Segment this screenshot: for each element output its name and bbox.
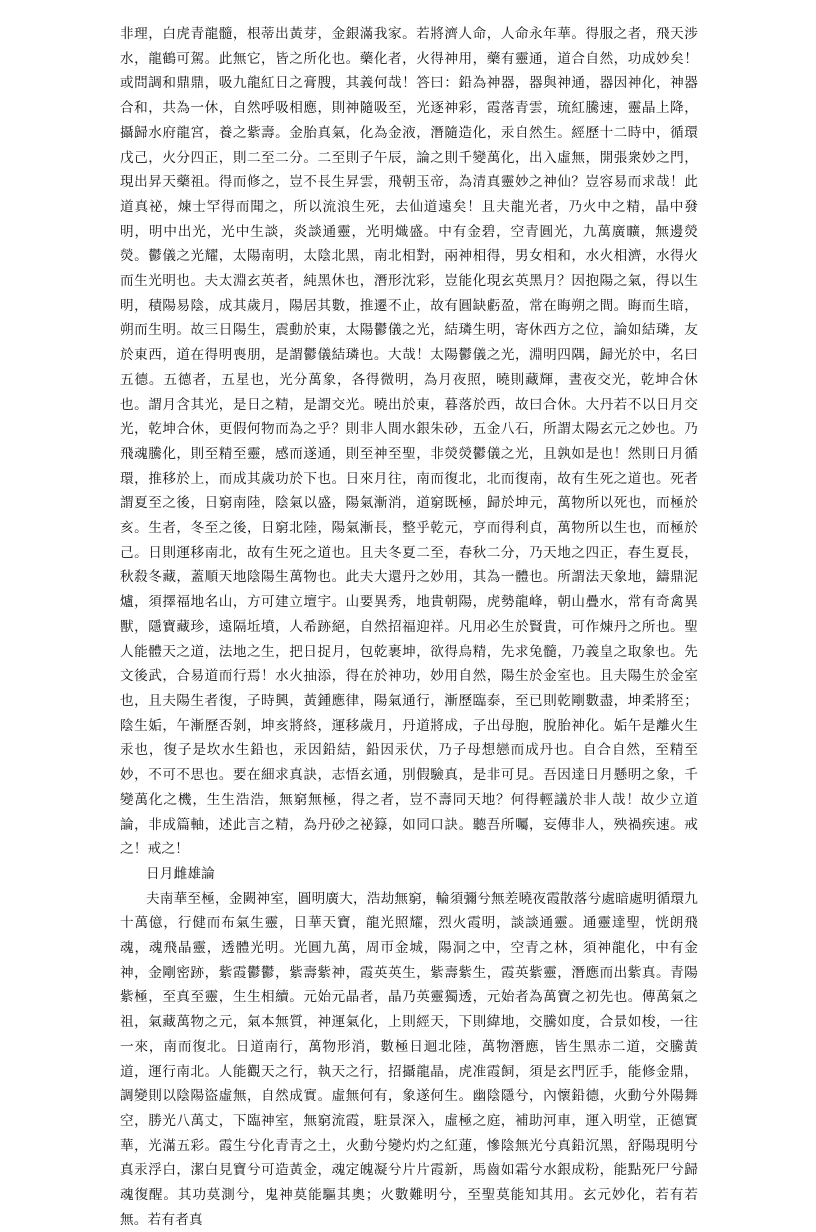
paragraph-body-1: 非理，白虎青龍髓，根蒂出黃芽，金銀滿我家。若將濟人命，人命永年華。得服之者，飛天涉水，龍鶴可駕。此無它，皆之所化也。藥化者，火得神用，藥有靈通，道合自然，功成妙矣！或問調和鼎鼎，吸九龍紅日之膏膄，其義何哉！答曰：鉛為神器，器與神通，器因神化，神器合和，共為一休，自然呼吸相應，則神隨吸至，光逐神彩，霞落青雲，琉紅騰速，靈晶上降，攝歸水府龍宮，養之紫壽。金胎真氣，化為金液，潛隨造化，汞自然生。經歷十二時中，循環戊己，火分四正，則二至二分。二至則子午辰，論之則千變萬化，出入虛無，開張衆妙之門，現出昇天藥祖。得而修之，豈不長生昇雲，飛朝玉帝，為清真靈妙之神仙？豈容易而求哉！此道真祕，煉士罕得而聞之，所以流浪生死，去仙道遠矣！且夫龍光者，乃火中之精，晶中發明，明中出光，光中生談，炎談通靈，光明熾盛。中有金碧，空青圓光，九萬廣曠，無邊熒熒。鬱儀之光耀，太陽南明，太陰北黑，南北相對，兩神相得，男女相和，水火相濟，水得火而生光明也。夫太淵玄英者，純黑休也，潛形沈彩，豈能化現玄英黑月？因抱陽之氣，得以生明，積陽易陰，成其歲月，陽居其數，推遷不止，故有圓缺虧盈，常在晦朔之間。晦而生暗，朔而生明。故三日陽生，震動於東，太陽鬱儀之光，結璘生明，寄休西方之位，論如結璘，友於東西，道在得明喪朋，是謂鬱儀結璘也。大哉！太陽鬱儀之光，淵明四隅，歸光於中，名曰五德。五德者，五星也，光分萬象，各得微明，為月夜照，曉則藏輝，晝夜交光，乾坤合休也。謂月含其光，是日之精，是謂交光。曉出於東，暮落於西，故曰合休。大丹若不以日月交光，乾坤合休，更假何物而為之乎？則非人間水銀朱砂，五金八石，所謂太陽玄元之妙也。乃飛魂騰化，則至精至靈，感而遂通，則至神至聖，非熒熒鬱儀之光，且孰如是也！然則日月循環，推移於上，而成其歲功於下也。日來月往，南而復北，北而復南，故有生死之道也。死者謂夏至之後，日窮南陸，陰氣以盛，陽氣漸消，道窮既極，歸於坤元，萬物所以死也，而極於亥。生者，冬至之後，日窮北陸，陽氣漸長，整乎乾元，亨而得利貞，萬物所以生也，而極於己。日則運移南北，故有生死之道也。且夫冬夏二至，春秋二分，乃天地之四正，春生夏長，秋殺冬藏，蓋順天地陰陽生萬物也。此夫大還丹之妙用，其為一體也。所謂法天象地，鑄鼎泥爐，須擇福地名山，方可建立壇宇。山要異秀，地貴朝陽，虎勢龍峰，朝山疊水，常有奇禽異獸，隱寶藏珍，遠隔坵墳，人希跡絕，自然招福迎祥。凡用必生於賢貴，可作煉丹之所也。聖人能體天之道，法地之生，把日捉月，包乾裹坤，欲得烏精，先求兔髓，乃義皇之取象也。先文後武，合易道而行焉！水火抽添，得在於神功，妙用自然，陽生於金室也。且夫陽生於金室也，且夫陽生者復，子時興，黃鍾應律，陽氣通行，漸歷臨泰，至已則乾剛數盡，坤柔將至；陰生姤，午漸歷否剝，坤亥將終，運移歲月，丹道將成，子出母胞，脫胎神化。姤午是離火生汞也，復子是坎水生鉛也，汞因鉛結，鉛因汞伏，乃子母想戀而成丹也。自合自然，至精至妙，不可不思也。要在細求真訣，志悟玄通，別假驗真，是非可見。吾因達日月懸明之象，千變萬化之機，生生浩浩，無窮無極，得之者，豈不壽同天地？何得輕議於非人哉！故少立道論，非成篇軸，述此言之精，為丹砂之祕籙，如同口訣。聽吾所囑，妄傳非人，殃禍疾速。戒之！戒之！ xyxy=(120,26,698,858)
section-heading: 日月雌雄論 xyxy=(146,865,215,882)
document-page xyxy=(120,22,698,1232)
paragraph-body-2: 夫南華至極，金闕神室，圓明廣大，浩劫無窮，輪須彌兮無差曉夜霞散落兮處暗處明循環九十萬億，行健而布氣生靈，日華天寶，龍光照耀，烈火霞明，談談通靈。通靈達聖，恍朗飛魂，魂飛晶靈，透體光明。光圓九萬，周帀金城，陽洞之中，空青之林，須神龍化，中有金神，金剛密跡，紫霞鬱鬱，紫壽紫神，霞英英生，紫壽紫生，霞英紫靈，潛應而出紫真。青陽紫極，至真至靈，生生相續。元始元晶者，晶乃英靈獨透，元始者為萬寶之初先也。傳萬氣之祖，氣藏萬物之元，氣本無質，神運氣化，上則經天，下則緯地，交騰如度，合景如梭，一往一來，南而復北。日道南行，萬物形消，數極日迴北陸，萬物潛應，皆生黑赤二道，交騰黃道，運行南北。人能觀天之行，執天之行，招攝龍晶，虎准霞飼，須是玄門匠手，能修金鼎，調變則以陰陽盜虛無，自然成實。虛無何有，象遂何生。幽陰隱兮，內懷鉛德，火動兮外陽舞空，勝光八萬丈，下臨神室，無窮流霞，駐景深入，虛極之庭，補助河車，運入明堂，正德實華，光滿五彩。霞生兮化青青之土，火動兮變灼灼之紅蓮，慘陰無光兮真鉛沉黑，舒陽現明兮真汞浮白，潔白見寶兮可造黃金，魂定魄凝兮片片霞新，馬齒如霜兮水銀成粉，能點死尸兮歸魂復醒。其功莫測兮，鬼神莫能驅其奧；火數難明兮，至聖莫能知其用。玄元妙化，若有若無。若有者真 xyxy=(120,890,698,1228)
